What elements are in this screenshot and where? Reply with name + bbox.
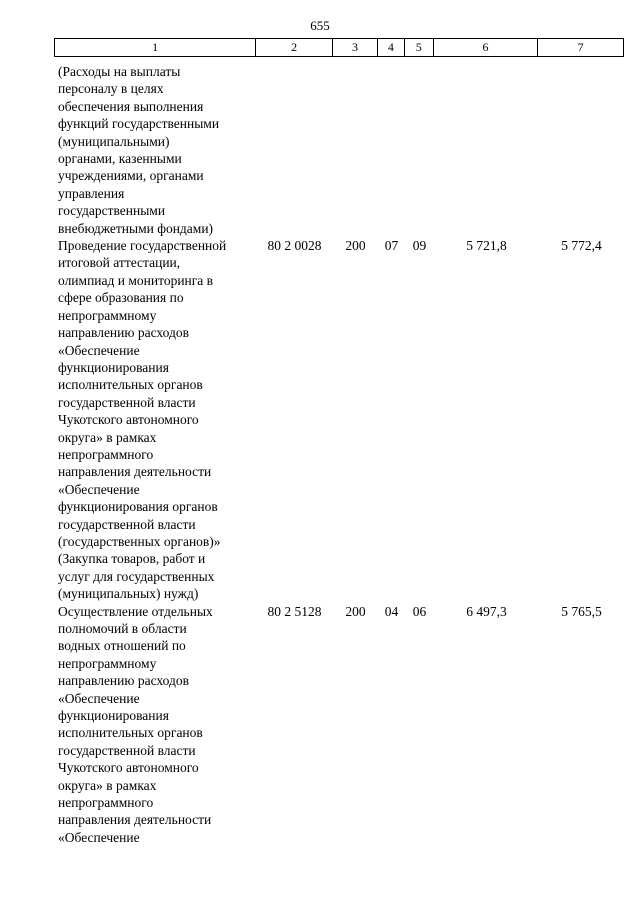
header-col-7: 7 <box>577 40 584 54</box>
header-col-6: 6 <box>434 39 539 56</box>
row-value-2: 5 772,4 <box>561 238 602 254</box>
row-expense-type <box>333 63 378 237</box>
row-expense-type: 200 <box>345 238 366 254</box>
table-row <box>54 63 624 237</box>
row-subsection: 09 <box>412 238 427 254</box>
row-code <box>256 63 333 237</box>
row-description: (Расходы на выплаты персоналу в целях обеспечения выполнения функций государственными (муниципальными) органами, казенными учреждениями, органами управления государственными внебюджетными фондами) <box>58 64 220 236</box>
header-col-2: 2 <box>256 39 333 56</box>
row-description: Осуществление отдельных полномочий в области водных отношений по непрограммному направлению расходов «Обеспечение функционирования исполнительных органов государственной власти Чукотского автономного округа» в рамках непрограммного направления деятельности «Обеспечение <box>58 603 213 845</box>
row-code: 80 2 5128 <box>267 603 322 619</box>
row-value-1 <box>434 63 539 237</box>
header-col-4: 4 <box>378 39 405 56</box>
row-subsection: 06 <box>412 603 427 619</box>
header-col-1: 1 <box>55 39 256 56</box>
header-col-3: 3 <box>333 39 378 56</box>
row-section: 07 <box>384 238 399 254</box>
row-expense-type: 200 <box>345 603 366 619</box>
row-value-1: 6 497,3 <box>466 603 507 619</box>
row-section <box>378 63 405 237</box>
row-value-2 <box>539 63 624 237</box>
row-description: Проведение государственной итоговой аттестации, олимпиад и мониторинга в сфере образования по непрограммному направлению расходов «Обеспечение функционирования исполнительных органов государственной власти Чукотского автономного округа» в рамках непрограммного направления деятельности «Обеспечение функционирования органов государственной власти (государственных органов)» (Закупка товаров, работ и услуг для государственных (муниципальных) нужд) <box>58 238 227 602</box>
row-section: 04 <box>384 603 399 619</box>
header-col-5: 5 <box>405 39 434 56</box>
row-value-2: 5 765,5 <box>561 603 602 619</box>
table-row <box>54 237 624 603</box>
row-subsection <box>405 63 434 237</box>
table-header <box>54 38 624 57</box>
row-value-1: 5 721,8 <box>466 238 507 254</box>
row-code: 80 2 0028 <box>267 238 322 254</box>
table-row <box>54 603 624 847</box>
table-body <box>54 63 624 846</box>
page-number: 655 <box>310 18 330 33</box>
